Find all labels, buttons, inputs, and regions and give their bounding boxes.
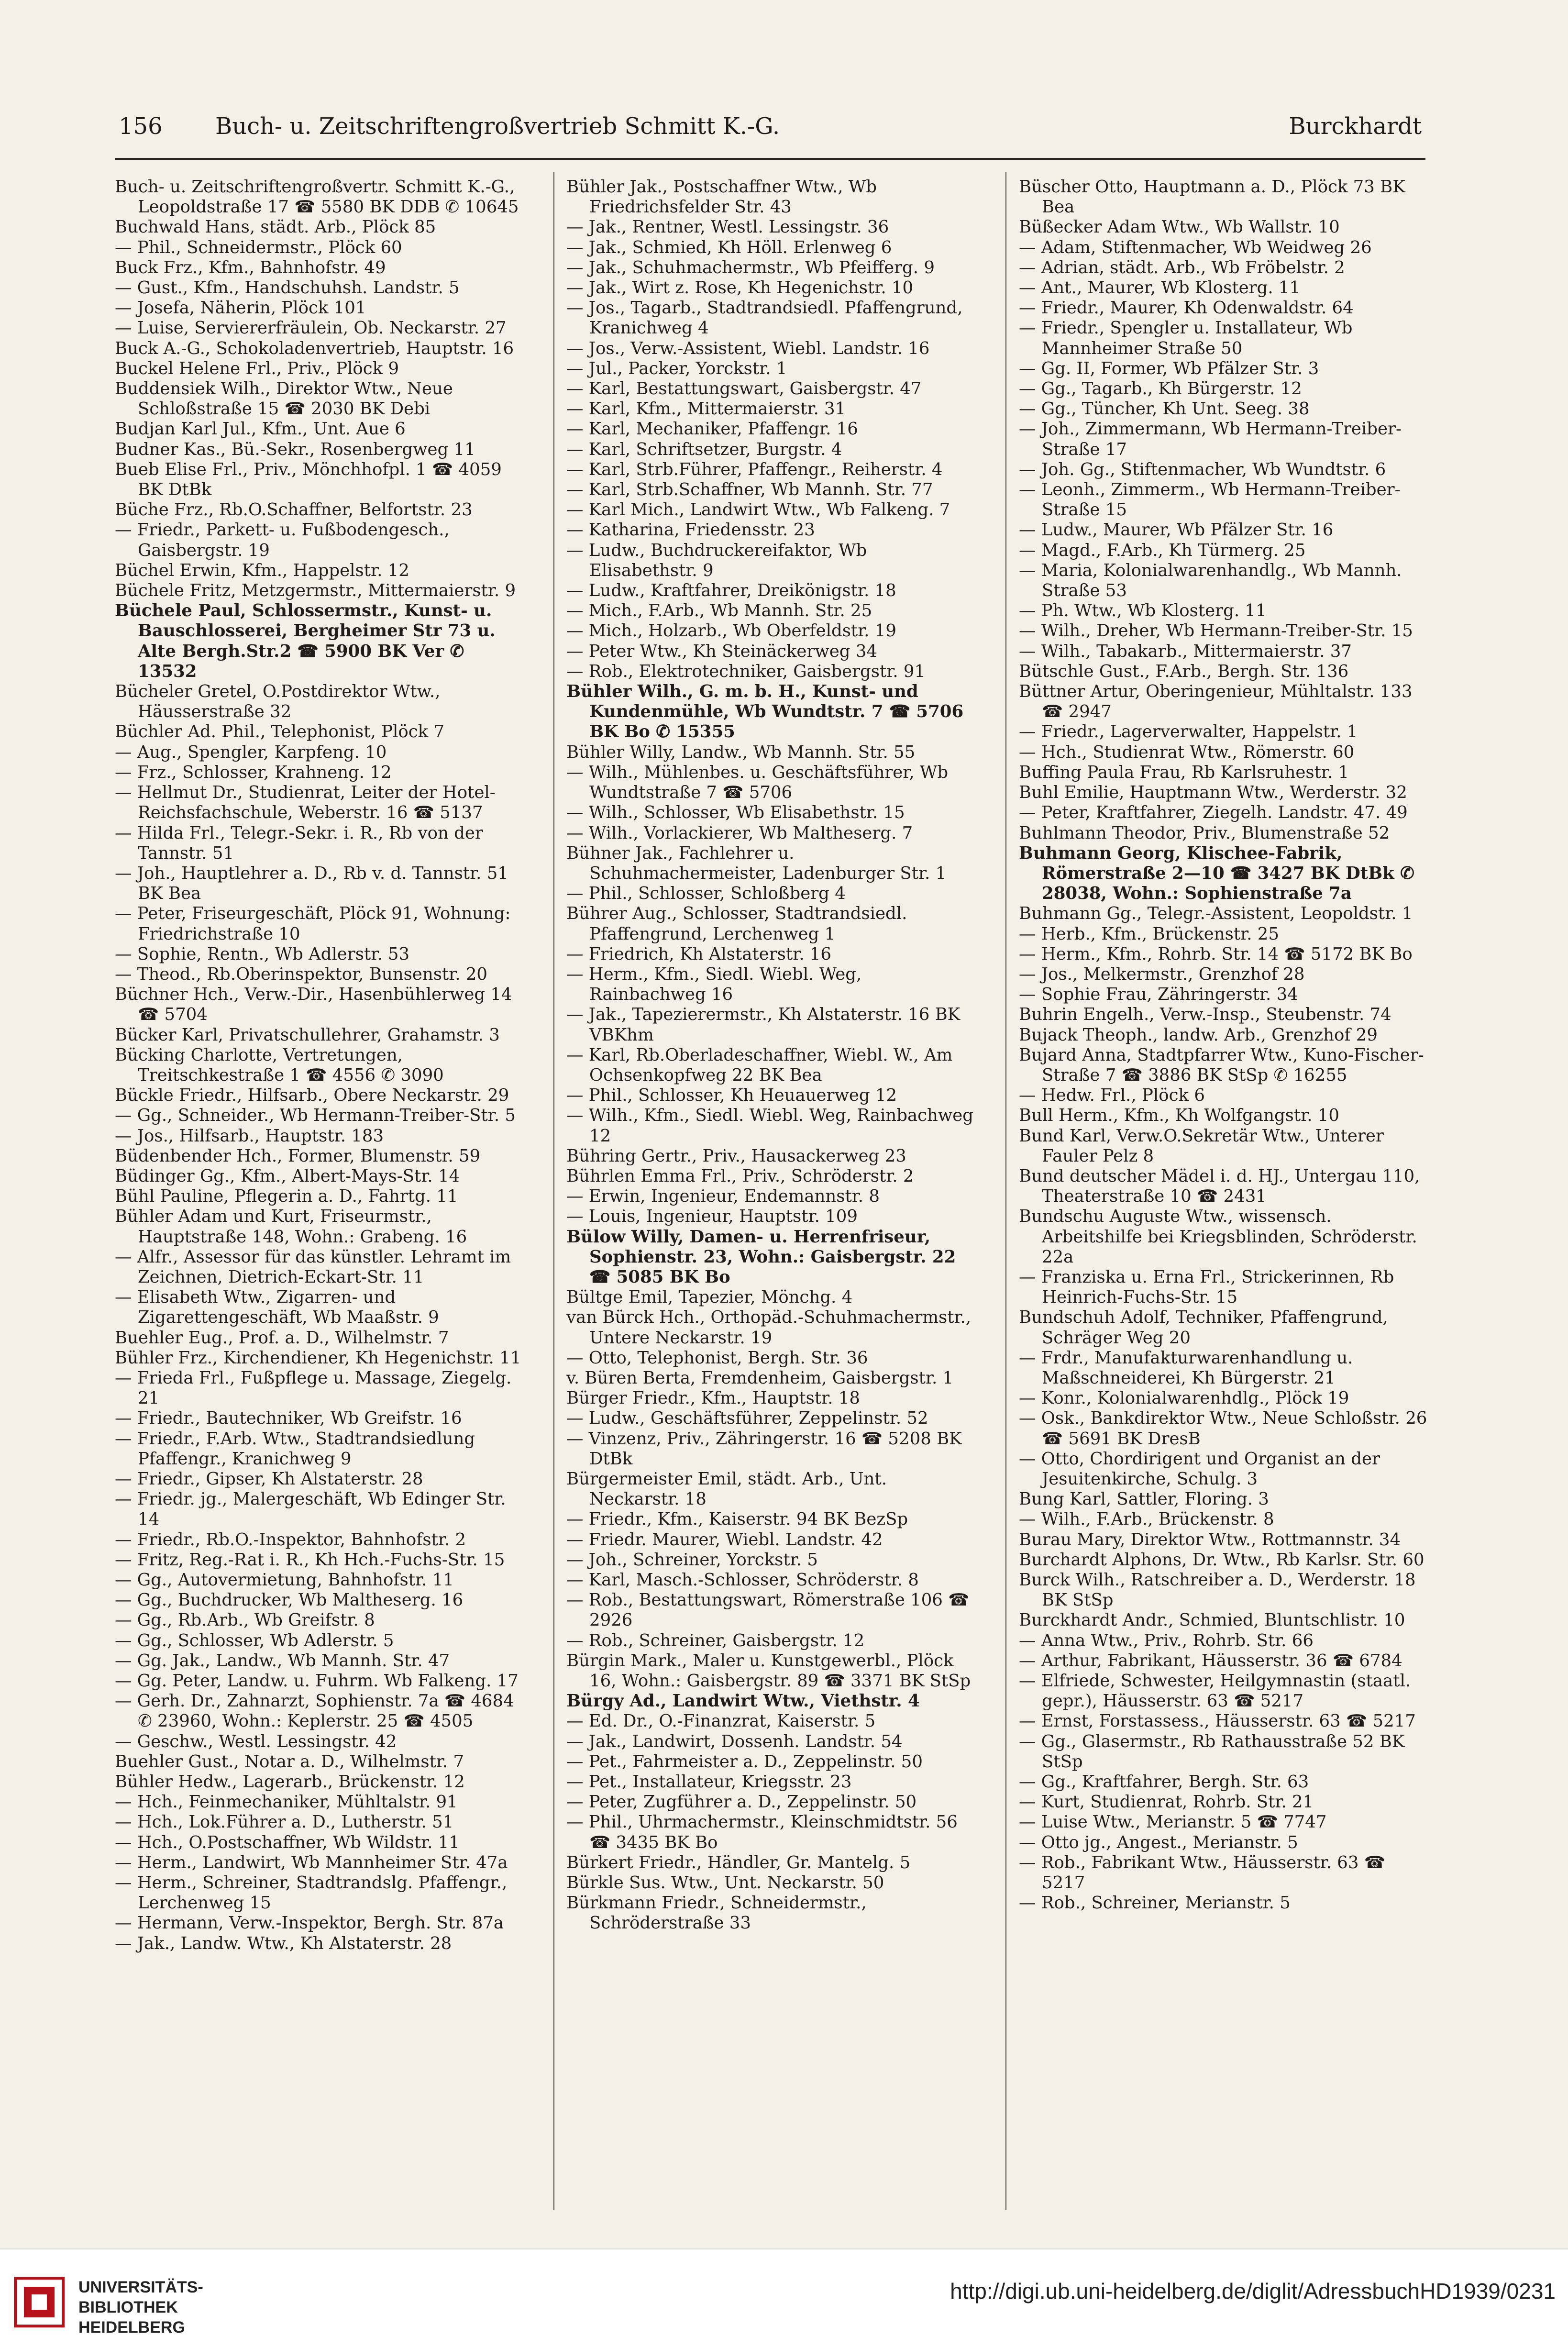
directory-entry: Bürgermeister Emil, städt. Arb., Unt. Neckarstr. 18: [566, 1469, 887, 1509]
directory-entry: — Karl, Rb.Oberladeschaffner, Wiebl. W., Am Ochsenkopfweg 22 BK Bea: [566, 1045, 953, 1085]
directory-entry: — Sophie Frau, Zähringerstr. 34: [1019, 985, 1298, 1005]
directory-entry: — Magd., F.Arb., Kh Türmerg. 25: [1019, 540, 1306, 560]
directory-entry: — Herm., Kfm., Rohrb. Str. 14 ☎ 5172 BK Bo: [1019, 944, 1413, 964]
directory-entry: — Adam, Stiftenmacher, Wb Weidweg 26: [1019, 237, 1372, 257]
directory-entry: Bull Herm., Kfm., Kh Wolfgangstr. 10: [1019, 1106, 1339, 1126]
directory-entry: Bührlen Emma Frl., Priv., Schröderstr. 2: [566, 1166, 914, 1186]
directory-entry: — Jos., Tagarb., Stadtrandsiedl. Pfaffengrund, Kranichweg 4: [566, 298, 963, 338]
directory-entry: — Ernst, Forstassess., Häusserstr. 63 ☎ 5217: [1019, 1711, 1416, 1731]
source-url-link[interactable]: http://digi.ub.uni-heidelberg.de/diglit/AdressbuchHD1939/0231: [950, 2279, 1556, 2304]
directory-entry: Bürkle Sus. Wtw., Unt. Neckarstr. 50: [566, 1873, 884, 1893]
directory-entry: van Bürck Hch., Orthopäd.-Schuhmachermstr., Untere Neckarstr. 19: [566, 1307, 972, 1348]
directory-entry: Büchner Hch., Verw.-Dir., Hasenbühlerweg 14 ☎ 5704: [115, 985, 512, 1025]
directory-entry: Bühl Pauline, Pflegerin a. D., Fahrtg. 11: [115, 1186, 458, 1207]
directory-entry: — Osk., Bankdirektor Wtw., Neue Schloßstr. 26 ☎ 5691 BK DresB: [1019, 1408, 1427, 1449]
directory-entry: — Rob., Schreiner, Gaisbergstr. 12: [566, 1630, 865, 1650]
directory-entry: Bundschuh Adolf, Techniker, Pfaffengrund, Schräger Weg 20: [1019, 1307, 1388, 1348]
column-divider: [1005, 172, 1006, 2210]
running-head-right: Burckhardt: [1289, 113, 1422, 140]
logo-line: UNIVERSITÄTS-: [78, 2278, 203, 2296]
directory-entry: — Luise Wtw., Merianstr. 5 ☎ 7747: [1019, 1812, 1327, 1832]
directory-entry: — Karl, Schriftsetzer, Burgstr. 4: [566, 439, 842, 459]
directory-entry: — Hch., O.Postschaffner, Wb Wildstr. 11: [115, 1832, 460, 1852]
directory-entry: — Ant., Maurer, Wb Klosterg. 11: [1019, 278, 1301, 298]
directory-entry: — Joh., Hauptlehrer a. D., Rb v. d. Tannstr. 51 BK Bea: [115, 863, 508, 904]
directory-entry: — Herb., Kfm., Brückenstr. 25: [1019, 924, 1279, 944]
directory-entry: — Friedr., Maurer, Kh Odenwaldstr. 64: [1019, 298, 1354, 318]
directory-entry: — Gust., Kfm., Handschuhsh. Landstr. 5: [115, 278, 460, 298]
directory-entry: — Peter, Friseurgeschäft, Plöck 91, Wohnung: Friedrichstraße 10: [115, 904, 511, 944]
directory-entry: Büdenbender Hch., Former, Blumenstr. 59: [115, 1146, 481, 1166]
directory-entry: Buhrin Engelh., Verw.-Insp., Steubenstr. 74: [1019, 1005, 1391, 1025]
directory-entry: — Frieda Frl., Fußpflege u. Massage, Ziegelg. 21: [115, 1368, 512, 1408]
directory-entry: — Jak., Landw. Wtw., Kh Alstaterstr. 28: [115, 1933, 452, 1953]
directory-entry: — Pet., Fahrmeister a. D., Zeppelinstr. 50: [566, 1751, 923, 1772]
directory-entry: — Ph. Wtw., Wb Klosterg. 11: [1019, 601, 1267, 621]
directory-entry: — Josefa, Näherin, Plöck 101: [115, 298, 366, 318]
directory-entry: — Peter Wtw., Kh Steinäckerweg 34: [566, 641, 877, 661]
directory-entry: — Luise, Serviererfräulein, Ob. Neckarstr. 27: [115, 318, 507, 338]
directory-entry: — Friedr., Gipser, Kh Alstaterstr. 28: [115, 1469, 423, 1489]
directory-entry: — Friedr. jg., Malergeschäft, Wb Edinger Str. 14: [115, 1489, 506, 1529]
directory-entry: Burchardt Alphons, Dr. Wtw., Rb Karlsr. Str. 60: [1019, 1550, 1424, 1570]
directory-entry: Büchel Erwin, Kfm., Happelstr. 12: [115, 560, 409, 580]
directory-entry: — Gg., Rb.Arb., Wb Greifstr. 8: [115, 1610, 375, 1630]
directory-entry: — Wilh., Kfm., Siedl. Wiebl. Weg, Rainbachweg 12: [566, 1106, 974, 1146]
directory-entry: — Karl, Strb.Führer, Pfaffengr., Reiherstr. 4: [566, 459, 943, 479]
directory-entry: — Peter, Zugführer a. D., Zeppelinstr. 50: [566, 1792, 917, 1812]
directory-entry: — Jos., Melkermstr., Grenzhof 28: [1019, 964, 1305, 984]
directory-entry: — Karl, Strb.Schaffner, Wb Mannh. Str. 77: [566, 480, 933, 500]
directory-entry: Budner Kas., Bü.-Sekr., Rosenbergweg 11: [115, 439, 475, 459]
directory-entry: Bueb Elise Frl., Priv., Mönchhofpl. 1 ☎ 4059 BK DtBk: [115, 459, 502, 500]
directory-entry: Bütschle Gust., F.Arb., Bergh. Str. 136: [1019, 661, 1349, 681]
directory-entry: — Rob., Bestattungswart, Römerstraße 106 ☎ 2926: [566, 1590, 970, 1630]
directory-entry: Bürgy Ad., Landwirt Wtw., Viethstr. 4: [566, 1691, 920, 1711]
directory-entry: — Friedr., F.Arb. Wtw., Stadtrandsiedlung Pfaffengr., Kranichweg 9: [115, 1429, 475, 1469]
logo-line: BIBLIOTHEK: [78, 2298, 178, 2316]
directory-entry: Bürgin Mark., Maler u. Kunstgewerbl., Plöck 16, Wohn.: Gaisbergstr. 89 ☎ 3371 BK StSp: [566, 1650, 971, 1691]
directory-entry: — Frdr., Manufakturwarenhandlung u. Maßschneiderei, Kh Bürgerstr. 21: [1019, 1348, 1353, 1388]
directory-entry: — Vinzenz, Priv., Zähringerstr. 16 ☎ 5208 BK DtBk: [566, 1429, 962, 1469]
directory-entry: Burau Mary, Direktor Wtw., Rottmannstr. 34: [1019, 1529, 1401, 1550]
directory-entry: Bund Karl, Verw.O.Sekretär Wtw., Unterer Fauler Pelz 8: [1019, 1126, 1384, 1166]
directory-entry: Buckel Helene Frl., Priv., Plöck 9: [115, 358, 399, 378]
directory-entry: — Fritz, Reg.-Rat i. R., Kh Hch.-Fuchs-Str. 15: [115, 1550, 505, 1570]
directory-entry: Bültge Emil, Tapezier, Mönchg. 4: [566, 1287, 853, 1307]
directory-entry: — Peter, Kraftfahrer, Ziegelh. Landstr. 47. 49: [1019, 803, 1408, 823]
directory-entry: — Leonh., Zimmerm., Wb Hermann-Treiber-Straße 15: [1019, 480, 1401, 520]
directory-entry: — Adrian, städt. Arb., Wb Fröbelstr. 2: [1019, 257, 1345, 277]
directory-entry: — Hellmut Dr., Studienrat, Leiter der Hotel-Reichsfachschule, Weberstr. 16 ☎ 5137: [115, 783, 496, 823]
directory-entry: — Konr., Kolonialwarenhdlg., Plöck 19: [1019, 1388, 1349, 1408]
directory-entry: — Rob., Elektrotechniker, Gaisbergstr. 91: [566, 661, 926, 681]
footer-bar: [0, 2248, 1568, 2348]
column-1: [115, 177, 526, 2210]
directory-entry: Buddensiek Wilh., Direktor Wtw., Neue Schloßstraße 15 ☎ 2030 BK Debi: [115, 379, 453, 419]
directory-entry: — Joh. Gg., Stiftenmacher, Wb Wundtstr. 6: [1019, 459, 1386, 479]
directory-entry: — Jos., Verw.-Assistent, Wiebl. Landstr. 16: [566, 338, 930, 358]
directory-entry: Buck Frz., Kfm., Bahnhofstr. 49: [115, 257, 386, 277]
directory-entry: — Elfriede, Schwester, Heilgymnastin (staatl. gepr.), Häusserstr. 63 ☎ 5217: [1019, 1671, 1411, 1711]
directory-entry: — Jak., Landwirt, Dossenh. Landstr. 54: [566, 1731, 903, 1751]
directory-entry: — Gg., Schlosser, Wb Adlerstr. 5: [115, 1630, 394, 1650]
directory-entry: — Herm., Landwirt, Wb Mannheimer Str. 47a: [115, 1852, 508, 1872]
directory-entry: — Friedr., Bautechniker, Wb Greifstr. 16: [115, 1408, 462, 1429]
directory-columns: [115, 172, 1425, 2215]
directory-entry: Bücking Charlotte, Vertretungen, Treitschkestraße 1 ☎ 4556 ✆ 3090: [115, 1045, 444, 1085]
directory-entry: — Wilh., Mühlenbes. u. Geschäftsführer, Wb Wundtstraße 7 ☎ 5706: [566, 762, 949, 803]
directory-entry: — Gg., Tagarb., Kh Bürgerstr. 12: [1019, 379, 1302, 399]
directory-entry: — Rob., Schreiner, Merianstr. 5: [1019, 1893, 1291, 1913]
page-header: [115, 104, 1425, 147]
directory-entry: Bundschu Auguste Wtw., wissensch. Arbeitshilfe bei Kriegsblinden, Schröderstr. 22a: [1019, 1207, 1417, 1267]
directory-entry: Buck A.-G., Schokoladenvertrieb, Hauptstr. 16: [115, 338, 514, 358]
directory-entry: — Gg. II, Former, Wb Pfälzer Str. 3: [1019, 358, 1319, 378]
directory-entry: Bühler Frz., Kirchendiener, Kh Hegenichstr. 11: [115, 1348, 521, 1368]
directory-entry: Bücheler Gretel, O.Postdirektor Wtw., Häusserstraße 32: [115, 682, 441, 722]
directory-entry: — Herm., Kfm., Siedl. Wiebl. Weg, Rainbachweg 16: [566, 964, 862, 1005]
directory-entry: — Jak., Wirt z. Rose, Kh Hegenichstr. 10: [566, 278, 914, 298]
directory-entry: — Theod., Rb.Oberinspektor, Bunsenstr. 20: [115, 964, 487, 984]
directory-entry: — Wilh., Schlosser, Wb Elisabethstr. 15: [566, 803, 905, 823]
directory-entry: — Jak., Tapezierermstr., Kh Alstaterstr. 16 BK VBKhm: [566, 1005, 961, 1045]
directory-entry: Bühler Hedw., Lagerarb., Brückenstr. 12: [115, 1772, 465, 1792]
directory-entry: — Frz., Schlosser, Krahneng. 12: [115, 762, 392, 782]
directory-entry: Bühler Willy, Landw., Wb Mannh. Str. 55: [566, 742, 916, 762]
directory-entry: Bühler Adam und Kurt, Friseurmstr., Hauptstraße 148, Wohn.: Grabeng. 16: [115, 1207, 467, 1247]
directory-entry: — Friedr. Maurer, Wiebl. Landstr. 42: [566, 1529, 883, 1550]
directory-entry: Büchele Fritz, Metzgermstr., Mittermaierstr. 9: [115, 581, 516, 601]
directory-entry: — Hch., Studienrat Wtw., Römerstr. 60: [1019, 742, 1355, 762]
directory-entry: Budjan Karl Jul., Kfm., Unt. Aue 6: [115, 419, 406, 439]
directory-entry: Bund deutscher Mädel i. d. HJ., Untergau 110, Theaterstraße 10 ☎ 2431: [1019, 1166, 1420, 1207]
directory-entry: Bühler Wilh., G. m. b. H., Kunst- und Kundenmühle, Wb Wundtstr. 7 ☎ 5706 BK Bo ✆ 15355: [566, 682, 964, 742]
directory-entry: Büchler Ad. Phil., Telephonist, Plöck 7: [115, 722, 444, 742]
directory-entry: — Arthur, Fabrikant, Häusserstr. 36 ☎ 6784: [1019, 1650, 1402, 1671]
directory-entry: — Sophie, Rentn., Wb Adlerstr. 53: [115, 944, 410, 964]
directory-entry: Burck Wilh., Ratschreiber a. D., Werderstr. 18 BK StSp: [1019, 1570, 1416, 1610]
directory-entry: Bujack Theoph., landw. Arb., Grenzhof 29: [1019, 1025, 1378, 1045]
running-head: Buch- u. Zeitschriftengroßvertrieb Schmitt K.-G.: [215, 113, 780, 140]
directory-entry: Buhlmann Theodor, Priv., Blumenstraße 52: [1019, 823, 1390, 843]
directory-entry: — Hedw. Frl., Plöck 6: [1019, 1085, 1205, 1106]
header-rule: [115, 158, 1425, 160]
directory-entry: — Ludw., Buchdruckereifaktor, Wb Elisabethstr. 9: [566, 540, 867, 580]
directory-entry: — Herm., Schreiner, Stadtrandslg. Pfaffengr., Lerchenweg 15: [115, 1873, 508, 1913]
directory-entry: — Wilh., Tabakarb., Mittermaierstr. 37: [1019, 641, 1352, 661]
directory-entry: Büche Frz., Rb.O.Schaffner, Belfortstr. 23: [115, 500, 473, 520]
directory-entry: — Gg., Glasermstr., Rb Rathausstraße 52 BK StSp: [1019, 1731, 1405, 1772]
directory-entry: Buffing Paula Frau, Rb Karlsruhestr. 1: [1019, 762, 1349, 782]
directory-entry: — Phil., Uhrmachermstr., Kleinschmidtstr. 56 ☎ 3435 BK Bo: [566, 1812, 958, 1852]
directory-entry: Bühner Jak., Fachlehrer u. Schuhmachermeister, Ladenburger Str. 1: [566, 843, 947, 883]
directory-entry: Buehler Gust., Notar a. D., Wilhelmstr. 7: [115, 1751, 464, 1772]
directory-entry: — Friedrich, Kh Alstaterstr. 16: [566, 944, 831, 964]
directory-entry: — Ludw., Geschäftsführer, Zeppelinstr. 52: [566, 1408, 928, 1429]
directory-entry: — Louis, Ingenieur, Hauptstr. 109: [566, 1207, 858, 1227]
directory-entry: — Ludw., Kraftfahrer, Dreikönigstr. 18: [566, 581, 896, 601]
column-3: [1019, 177, 1430, 2210]
directory-entry: — Phil., Schneidermstr., Plöck 60: [115, 237, 402, 257]
directory-entry: — Otto jg., Angest., Merianstr. 5: [1019, 1832, 1298, 1852]
directory-entry: — Karl, Kfm., Mittermaierstr. 31: [566, 399, 846, 419]
directory-entry: — Joh., Zimmermann, Wb Hermann-Treiber-Straße 17: [1019, 419, 1402, 459]
directory-entry: Büttner Artur, Oberingenieur, Mühltalstr. 133 ☎ 2947: [1019, 682, 1413, 722]
directory-entry: — Karl Mich., Landwirt Wtw., Wb Falkeng. 7: [566, 500, 950, 520]
directory-entry: Bujard Anna, Stadtpfarrer Wtw., Kuno-Fischer-Straße 7 ☎ 3886 BK StSp ✆ 16255: [1019, 1045, 1424, 1085]
directory-entry: — Mich., F.Arb., Wb Mannh. Str. 25: [566, 601, 872, 621]
directory-entry: Buehler Eug., Prof. a. D., Wilhelmstr. 7: [115, 1328, 449, 1348]
directory-entry: Bühring Gertr., Priv., Hausackerweg 23: [566, 1146, 906, 1166]
directory-entry: — Gg., Kraftfahrer, Bergh. Str. 63: [1019, 1772, 1309, 1792]
directory-entry: Bühler Jak., Postschaffner Wtw., Wb Friedrichsfelder Str. 43: [566, 177, 877, 217]
directory-entry: — Franziska u. Erna Frl., Strickerinnen, Rb Heinrich-Fuchs-Str. 15: [1019, 1267, 1394, 1307]
directory-entry: — Wilh., Vorlackierer, Wb Maltheserg. 7: [566, 823, 913, 843]
directory-entry: — Ludw., Maurer, Wb Pfälzer Str. 16: [1019, 520, 1334, 540]
directory-entry: — Kurt, Studienrat, Rohrb. Str. 21: [1019, 1792, 1314, 1812]
university-seal-icon: [11, 2273, 68, 2331]
directory-entry: — Joh., Schreiner, Yorckstr. 5: [566, 1550, 818, 1570]
directory-entry: — Jak., Schuhmachermstr., Wb Pfeifferg. 9: [566, 257, 935, 277]
directory-entry: — Gg., Autovermietung, Bahnhofstr. 11: [115, 1570, 454, 1590]
page-number: 156: [119, 113, 163, 140]
directory-entry: — Jul., Packer, Yorckstr. 1: [566, 358, 787, 378]
directory-entry: — Pet., Installateur, Kriegsstr. 23: [566, 1772, 852, 1792]
directory-entry: — Friedr., Lagerverwalter, Happelstr. 1: [1019, 722, 1358, 742]
directory-entry: — Otto, Telephonist, Bergh. Str. 36: [566, 1348, 868, 1368]
directory-entry: — Hch., Lok.Führer a. D., Lutherstr. 51: [115, 1812, 454, 1832]
directory-entry: Buch- u. Zeitschriftengroßvertr. Schmitt K.-G., Leopoldstraße 17 ☎ 5580 BK DDB ✆ 10645: [115, 177, 519, 217]
directory-entry: — Gg. Peter, Landw. u. Fuhrm. Wb Falkeng. 17: [115, 1671, 519, 1691]
directory-entry: Bürkmann Friedr., Schneidermstr., Schröderstraße 33: [566, 1893, 867, 1933]
directory-entry: Bülow Willy, Damen- u. Herrenfriseur, Sophienstr. 23, Wohn.: Gaisbergstr. 22 ☎ 5085 BK Bo: [566, 1227, 956, 1287]
directory-entry: — Hilda Frl., Telegr.-Sekr. i. R., Rb von der Tannstr. 51: [115, 823, 483, 863]
column-2: [566, 177, 978, 2210]
directory-entry: — Phil., Schlosser, Schloßberg 4: [566, 884, 846, 904]
directory-entry: — Gerh. Dr., Zahnarzt, Sophienstr. 7a ☎ 4684 ✆ 23960, Wohn.: Keplerstr. 25 ☎ 4505: [115, 1691, 514, 1731]
directory-entry: v. Büren Berta, Fremdenheim, Gaisbergstr. 1: [566, 1368, 954, 1388]
directory-entry: — Aug., Spengler, Karpfeng. 10: [115, 742, 387, 762]
directory-entry: Bürger Friedr., Kfm., Hauptstr. 18: [566, 1388, 860, 1408]
library-logo-text: [78, 2277, 203, 2337]
directory-entry: — Elisabeth Wtw., Zigarren- und Zigarettengeschäft, Wb Maaßstr. 9: [115, 1287, 439, 1328]
directory-entry: Buhmann Georg, Klischee-Fabrik, Römerstraße 2—10 ☎ 3427 BK DtBk ✆ 28038, Wohn.: Sophienstraße 7a: [1019, 843, 1414, 904]
directory-entry: Bückle Friedr., Hilfsarb., Obere Neckarstr. 29: [115, 1085, 509, 1106]
directory-entry: — Friedr., Parkett- u. Fußbodengesch., Gaisbergstr. 19: [115, 520, 450, 560]
directory-entry: Büdinger Gg., Kfm., Albert-Mays-Str. 14: [115, 1166, 460, 1186]
directory-entry: — Gg., Buchdrucker, Wb Maltheserg. 16: [115, 1590, 464, 1610]
directory-entry: — Erwin, Ingenieur, Endemannstr. 8: [566, 1186, 880, 1207]
directory-entry: — Wilh., Dreher, Wb Hermann-Treiber-Str. 15: [1019, 621, 1413, 641]
directory-entry: — Mich., Holzarb., Wb Oberfeldstr. 19: [566, 621, 897, 641]
directory-entry: Büscher Otto, Hauptmann a. D., Plöck 73 BK Bea: [1019, 177, 1405, 217]
directory-entry: — Karl, Mechaniker, Pfaffengr. 16: [566, 419, 858, 439]
directory-entry: — Alfr., Assessor für das künstler. Lehramt im Zeichnen, Dietrich-Eckart-Str. 11: [115, 1247, 511, 1287]
directory-entry: Bücker Karl, Privatschullehrer, Grahamstr. 3: [115, 1025, 500, 1045]
directory-entry: — Gg. Jak., Landw., Wb Mannh. Str. 47: [115, 1650, 450, 1671]
directory-entry: — Anna Wtw., Priv., Rohrb. Str. 66: [1019, 1630, 1314, 1650]
directory-entry: — Friedr., Rb.O.-Inspektor, Bahnhofstr. 2: [115, 1529, 466, 1550]
directory-entry: — Wilh., F.Arb., Brückenstr. 8: [1019, 1509, 1274, 1529]
directory-entry: Bürkert Friedr., Händler, Gr. Mantelg. 5: [566, 1852, 911, 1872]
column-divider: [553, 172, 554, 2210]
directory-entry: Buhmann Gg., Telegr.-Assistent, Leopoldstr. 1: [1019, 904, 1413, 924]
directory-entry: Buhl Emilie, Hauptmann Wtw., Werderstr. 32: [1019, 783, 1407, 803]
directory-entry: — Jos., Hilfsarb., Hauptstr. 183: [115, 1126, 384, 1146]
directory-entry: Bung Karl, Sattler, Floring. 3: [1019, 1489, 1269, 1509]
directory-entry: — Karl, Masch.-Schlosser, Schröderstr. 8: [566, 1570, 919, 1590]
directory-entry: — Geschw., Westl. Lessingstr. 42: [115, 1731, 397, 1751]
directory-entry: — Phil., Schlosser, Kh Heuauerweg 12: [566, 1085, 897, 1106]
directory-entry: — Hch., Feinmechaniker, Mühltalstr. 91: [115, 1792, 458, 1812]
directory-entry: — Hermann, Verw.-Inspektor, Bergh. Str. 87a: [115, 1913, 504, 1933]
directory-entry: — Friedr., Kfm., Kaiserstr. 94 BK BezSp: [566, 1509, 908, 1529]
directory-entry: — Friedr., Spengler u. Installateur, Wb Mannheimer Straße 50: [1019, 318, 1353, 358]
directory-entry: Burckhardt Andr., Schmied, Bluntschlistr. 10: [1019, 1610, 1405, 1630]
directory-entry: — Ed. Dr., O.-Finanzrat, Kaiserstr. 5: [566, 1711, 876, 1731]
directory-entry: — Otto, Chordirigent und Organist an der Jesuitenkirche, Schulg. 3: [1019, 1449, 1380, 1489]
logo-line: HEIDELBERG: [78, 2318, 185, 2337]
directory-entry: — Rob., Fabrikant Wtw., Häusserstr. 63 ☎ 5217: [1019, 1852, 1385, 1893]
directory-entry: — Maria, Kolonialwarenhandlg., Wb Mannh. Straße 53: [1019, 560, 1402, 601]
directory-entry: — Jak., Schmied, Kh Höll. Erlenweg 6: [566, 237, 892, 257]
directory-entry: Buchwald Hans, städt. Arb., Plöck 85: [115, 217, 436, 237]
directory-entry: — Jak., Rentner, Westl. Lessingstr. 36: [566, 217, 889, 237]
directory-entry: — Katharina, Friedensstr. 23: [566, 520, 815, 540]
directory-entry: Bührer Aug., Schlosser, Stadtrandsiedl. Pfaffengrund, Lerchenweg 1: [566, 904, 907, 944]
directory-entry: Büßecker Adam Wtw., Wb Wallstr. 10: [1019, 217, 1340, 237]
directory-entry: Büchele Paul, Schlossermstr., Kunst- u. Bauschlosserei, Bergheimer Str 73 u. Alte Bergh.Str.2 ☎ 5900 BK Ver ✆ 13532: [115, 601, 496, 681]
directory-entry: — Karl, Bestattungswart, Gaisbergstr. 47: [566, 379, 922, 399]
directory-entry: — Gg., Schneider., Wb Hermann-Treiber-Str. 5: [115, 1106, 516, 1126]
directory-entry: — Gg., Tüncher, Kh Unt. Seeg. 38: [1019, 399, 1310, 419]
